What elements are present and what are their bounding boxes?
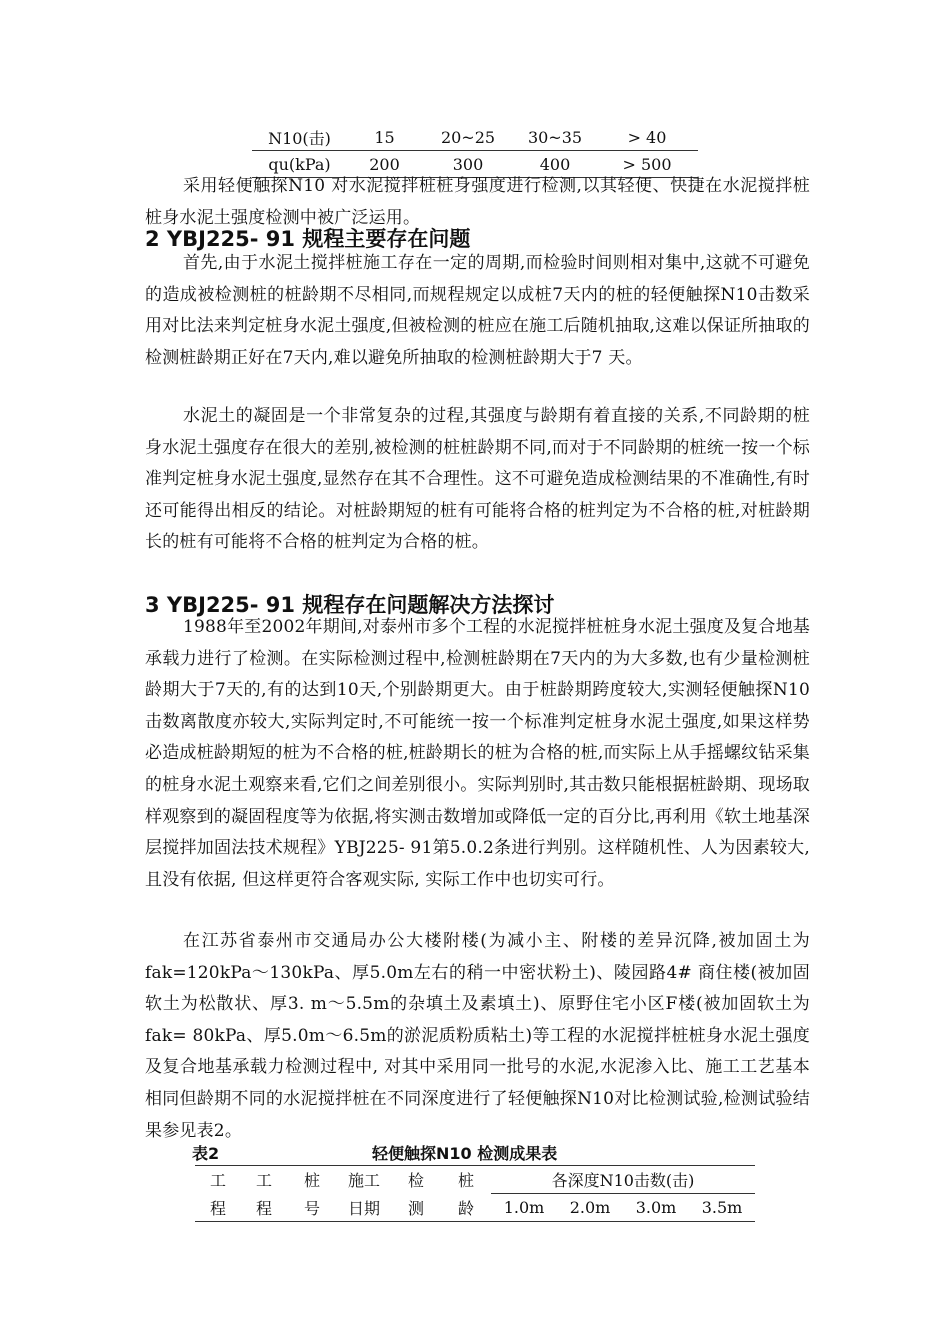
- header-cell: 龄: [441, 1194, 491, 1222]
- table-row: [252, 124, 698, 151]
- depth-group-header: 各深度N10击数(击): [491, 1166, 755, 1194]
- table-cell: > 40: [596, 124, 698, 151]
- header-cell: 测: [391, 1194, 441, 1222]
- header-cell: 日期: [337, 1194, 391, 1222]
- n10-results-table: [195, 1165, 755, 1222]
- depth-header-cell: 2.0m: [557, 1194, 623, 1222]
- depth-header-cell: 1.0m: [491, 1194, 557, 1222]
- table-cell: 400: [514, 151, 596, 178]
- header-cell: 桩: [441, 1166, 491, 1194]
- depth-header-cell: 3.0m: [623, 1194, 689, 1222]
- table-header-row: [195, 1194, 755, 1222]
- table-cell: 15: [347, 124, 422, 151]
- table-cell: 300: [422, 151, 514, 178]
- header-cell: 号: [287, 1194, 337, 1222]
- table2-title: 轻便触探N10 检测成果表: [372, 1144, 558, 1163]
- header-cell: 程: [241, 1194, 287, 1222]
- section3-paragraph-2: 在江苏省泰州市交通局办公大楼附楼(为减小主、附楼的差异沉降,被加固土为fak=120kPa～130kPa、厚5.0m左右的稍一中密状粉土)、陵园路4# 商住楼(被加固软土为松散状、厚3. m～5.5m的杂填土及素填土)、原野住宅小区F楼(被加固软土为fak= 80kPa、厚5.0m～6.5m的淤泥质粉质粘土)等工程的水泥搅拌桩桩身水泥土强度及复合地基承载力检测过程中, 对其中采用同一批号的水泥,水泥渗入比、施工工艺基本相同但龄期不同的水泥搅拌桩在不同深度进行了轻便触探N10对比检测试验,检测试验结果参见表2。: [145, 931, 810, 1141]
- header-cell: 检: [391, 1166, 441, 1194]
- header-cell: 施工: [337, 1166, 391, 1194]
- table-cell: N10(击): [252, 124, 347, 151]
- header-cell: 工: [195, 1166, 241, 1194]
- depth-header-cell: 3.5m: [689, 1194, 755, 1222]
- table-header-row: [195, 1166, 755, 1194]
- header-cell: 桩: [287, 1166, 337, 1194]
- n10-qu-table: [252, 124, 698, 178]
- section2-heading: 2 YBJ225- 91 规程主要存在问题: [145, 227, 471, 251]
- table-cell: > 500: [596, 151, 698, 178]
- table-cell: qu(kPa): [252, 151, 347, 178]
- intro-paragraph: 采用轻便触探N10 对水泥搅拌桩桩身强度进行检测,以其轻便、快捷在水泥搅拌桩桩身水泥土强度检测中被广泛运用。: [145, 176, 810, 228]
- section3-paragraph-1: 1988年至2002年期间,对泰州市多个工程的水泥搅拌桩桩身水泥土强度及复合地基承载力进行了检测。在实际检测过程中,检测桩龄期在7天内的为大多数,也有少量检测桩龄期大于7天的,有的达到10天,个别龄期更大。由于桩龄期跨度较大,实测轻便触探N10击数离散度亦较大,实际判定时,不可能统一按一个标准判定桩身水泥土强度,如果这样势必造成桩龄期短的桩为不合格的桩,桩龄期长的桩为合格的桩,而实际上从手摇螺纹钻采集的桩身水泥土观察来看,它们之间差别很小。实际判别时,其击数只能根据桩龄期、现场取样观察到的凝固程度等为依据,将实测击数增加或降低一定的百分比,再利用《软土地基深层搅拌加固法技术规程》YBJ225- 91第5.0.2条进行判别。这样随机性、人为因素较大,且没有依据, 但这样更符合客观实际, 实际工作中也切实可行。: [145, 617, 810, 890]
- table-cell: 20~25: [422, 124, 514, 151]
- section2-paragraph-2: 水泥土的凝固是一个非常复杂的过程,其强度与龄期有着直接的关系,不同龄期的桩身水泥土强度存在很大的差别,被检测的桩桩龄期不同,而对于不同龄期的桩统一按一个标准判定桩身水泥土强度,显然存在其不合理性。这不可避免造成检测结果的不准确性,有时还可能得出相反的结论。对桩龄期短的桩有可能将合格的桩判定为不合格的桩,对桩龄期长的桩有可能将不合格的桩判定为合格的桩。: [145, 406, 810, 553]
- header-cell: 工: [241, 1166, 287, 1194]
- table2-number: 表2: [192, 1144, 220, 1163]
- section2-paragraph-1: 首先,由于水泥土搅拌桩施工存在一定的周期,而检验时间则相对集中,这就不可避免的造成被检测桩的桩龄期不尽相同,而规程规定以成桩7天内的桩的轻便触探N10击数采用对比法来判定桩身水泥土强度,但被检测的桩应在施工后随机抽取,这难以保证所抽取的检测桩龄期正好在7天内,难以避免所抽取的检测桩龄期大于7 天。: [145, 253, 810, 368]
- section3-heading: 3 YBJ225- 91 规程存在问题解决方法探讨: [145, 593, 555, 617]
- header-cell: 程: [195, 1194, 241, 1222]
- table-cell: 30~35: [514, 124, 596, 151]
- table-cell: 200: [347, 151, 422, 178]
